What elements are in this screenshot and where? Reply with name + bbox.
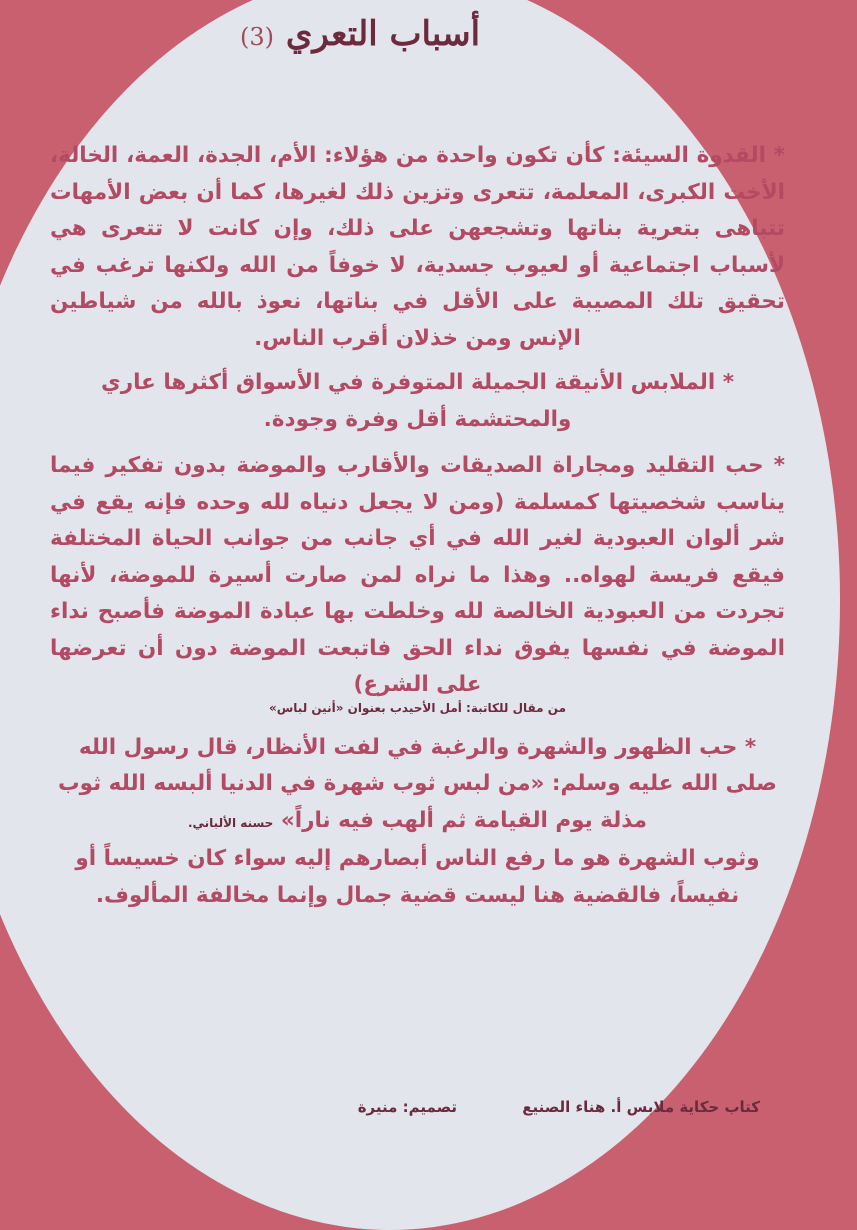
title-number: (3): [239, 23, 274, 51]
hadith-text: * حب الظهور والشهرة والرغبة في لفت الأنظار، قال رسول الله صلى الله عليه وسلم: «من لبس ثوب شهرة في الدنيا ألبسه الله ثوب مذلة يوم القيامة ثم ألهب فيه ناراً»: [58, 734, 777, 833]
page-title: [0, 14, 720, 54]
article-body: [50, 138, 785, 914]
footer: [200, 1098, 760, 1116]
paragraph-elegant-clothes: * الملابس الأنيقة الجميلة المتوفرة في الأسواق أكثرها عاري والمحتشمة أقل وفرة وجودة.: [101, 370, 734, 432]
footer-book: كتاب حكاية ملابس أ. هناء الصنيع: [522, 1098, 760, 1116]
source-citation: من مقال للكاتبة: أمل الأحيدب بعنوان «أنين لباس»: [268, 700, 566, 715]
paragraph-fame: [50, 730, 785, 842]
footer-design: تصميم: منيرة: [357, 1098, 457, 1116]
paragraph-fame-garment: وثوب الشهرة هو ما رفع الناس أبصارهم إليه سواء كان خسيساً أو نفيساً، فالقضية هنا ليست قضية جمال وإنما مخالفة المألوف.: [75, 846, 760, 908]
paragraph-imitation: * حب التقليد ومجاراة الصديقات والأقارب والموضة بدون تفكير فيما يناسب شخصيتها كمسلمة (ومن لا يجعل دنياه لله وحده فإنه يقع في شر ألوان العبودية لغير الله في أي جانب من جوانب الحياة المختلفة فيقع فريسة لهواه.. وهذا ما نراه لمن صارت أسيرة للموضة، لأنها تجردت من العبودية الخالصة لله وخلطت بها عبادة الموضة فأصبح نداء الموضة في نفسها يفوق نداء الحق فاتبعت الموضة دون أن تعرضها على الشرع): [50, 453, 785, 697]
title-text: أسباب التعري: [285, 14, 481, 54]
hadith-grade: حسنه الألباني.: [187, 815, 274, 830]
paragraph-bad-role-model: * القدوة السيئة: كأن تكون واحدة من هؤلاء: الأم، الجدة، العمة، الخالة، الأخت الكبرى، المعلمة، تتعرى وتزين ذلك لغيرها، كما أن بعض الأمهات تتباهى بتعرية بناتها وتشجعهن على ذلك، وإن كانت لا تتعرى هي لأسباب اجتماعية أو لعيوب جسدية، لا خوفاً من الله ولكنها ترغب في تحقيق تلك المصيبة على الأقل في بناتها، نعوذ بالله من شياطين الإنس ومن خذلان أقرب الناس.: [50, 143, 785, 351]
